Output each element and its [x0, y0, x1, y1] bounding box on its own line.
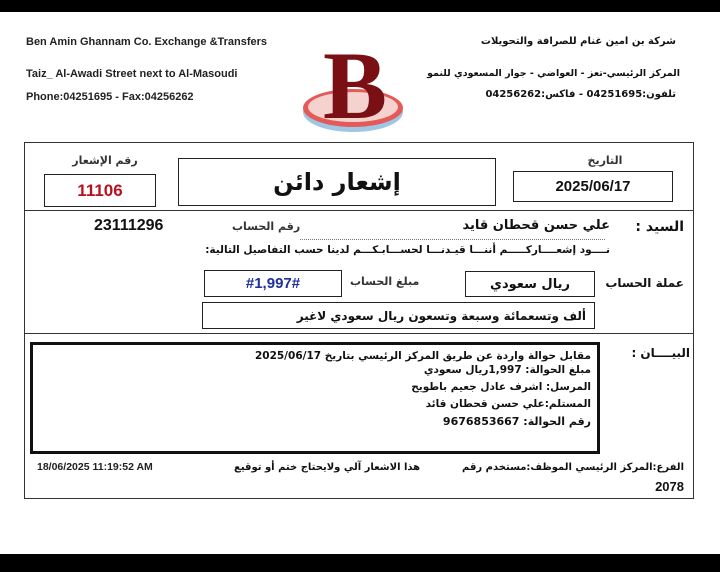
account-number: 23111296	[94, 217, 164, 234]
company-contact-en: Phone:04251695 - Fax:04256262	[26, 91, 194, 103]
name-underline	[300, 239, 605, 240]
page-title: إشعار دائن	[273, 168, 401, 196]
statement-line: المستلم:علي حسن قحطان قائد	[425, 398, 591, 410]
amount-label: مبلغ الحساب	[350, 275, 420, 288]
amount-box	[204, 270, 342, 297]
logo-icon	[298, 38, 408, 138]
printed-timestamp: 18/06/2025 11:19:52 AM	[37, 461, 153, 473]
notice-number-box	[44, 174, 156, 207]
statement-line: رقم الحوالة: 9676853667	[442, 415, 591, 428]
company-address-ar: المركز الرئيسي-تعز - العواضي - جوار المسعودي للنمو	[427, 68, 680, 79]
company-contact-ar: تلفون:04251695 - فاكس:04256262	[485, 89, 676, 100]
divider	[24, 333, 694, 334]
account-number-label: رقم الحساب	[232, 220, 301, 233]
company-logo	[298, 38, 408, 138]
divider	[24, 210, 694, 211]
company-address-en: Taiz_ Al-Awadi Street next to Al-Masoudi	[26, 68, 238, 80]
notice-number-label: رقم الإشعار	[72, 154, 138, 167]
amount-words-box	[202, 302, 595, 329]
statement-label: البيــــان :	[631, 346, 690, 360]
auto-notice-text: هذا الاشعار آلي ولايحتاج ختم أو توقيع	[234, 462, 421, 473]
currency-box	[465, 271, 595, 297]
branch-info: الفرع:المركز الرئيسي الموظف:مستخدم رقم	[462, 462, 684, 473]
customer-name: علي حسن قحطان قايد	[462, 218, 610, 233]
amount-value: #1,997#	[245, 275, 301, 292]
notice-date: 2025/06/17	[555, 178, 631, 195]
currency-value: ريال سعودي	[490, 276, 570, 292]
statement-box	[30, 342, 600, 454]
intro-text: نــــود إشعــــاركـــــم أننـــا قيـدنـــا لحســـابـكـــم لدينا حسب التفاصيل التالية:	[205, 244, 610, 256]
date-box	[513, 171, 673, 202]
title-box	[178, 158, 496, 206]
currency-label: عملة الحساب	[605, 276, 684, 290]
amount-in-words: ألف وتسعمائة وسبعة وتسعون ريال سعودي لاغير	[296, 308, 586, 323]
statement-line: مبلغ الحوالة: 1,997ريال سعودي	[423, 364, 591, 376]
credit-notice-document	[0, 12, 720, 554]
sir-label: السيد :	[635, 219, 684, 235]
user-number: 2078	[655, 479, 684, 494]
statement-line: المرسل: اشرف عادل جعيم باطويح	[411, 381, 591, 393]
notice-number: 11106	[77, 180, 123, 200]
statement-line: مقابل حوالة واردة عن طريق المركز الرئيسي بتاريخ 2025/06/17	[254, 350, 591, 362]
company-name-ar: شركة بن امين غنام للصرافة والتحويلات	[480, 36, 676, 47]
date-label: التاريخ	[587, 154, 623, 167]
svg-text:B: B	[322, 38, 388, 138]
company-name-en: Ben Amin Ghannam Co. Exchange &Transfers	[26, 36, 268, 48]
